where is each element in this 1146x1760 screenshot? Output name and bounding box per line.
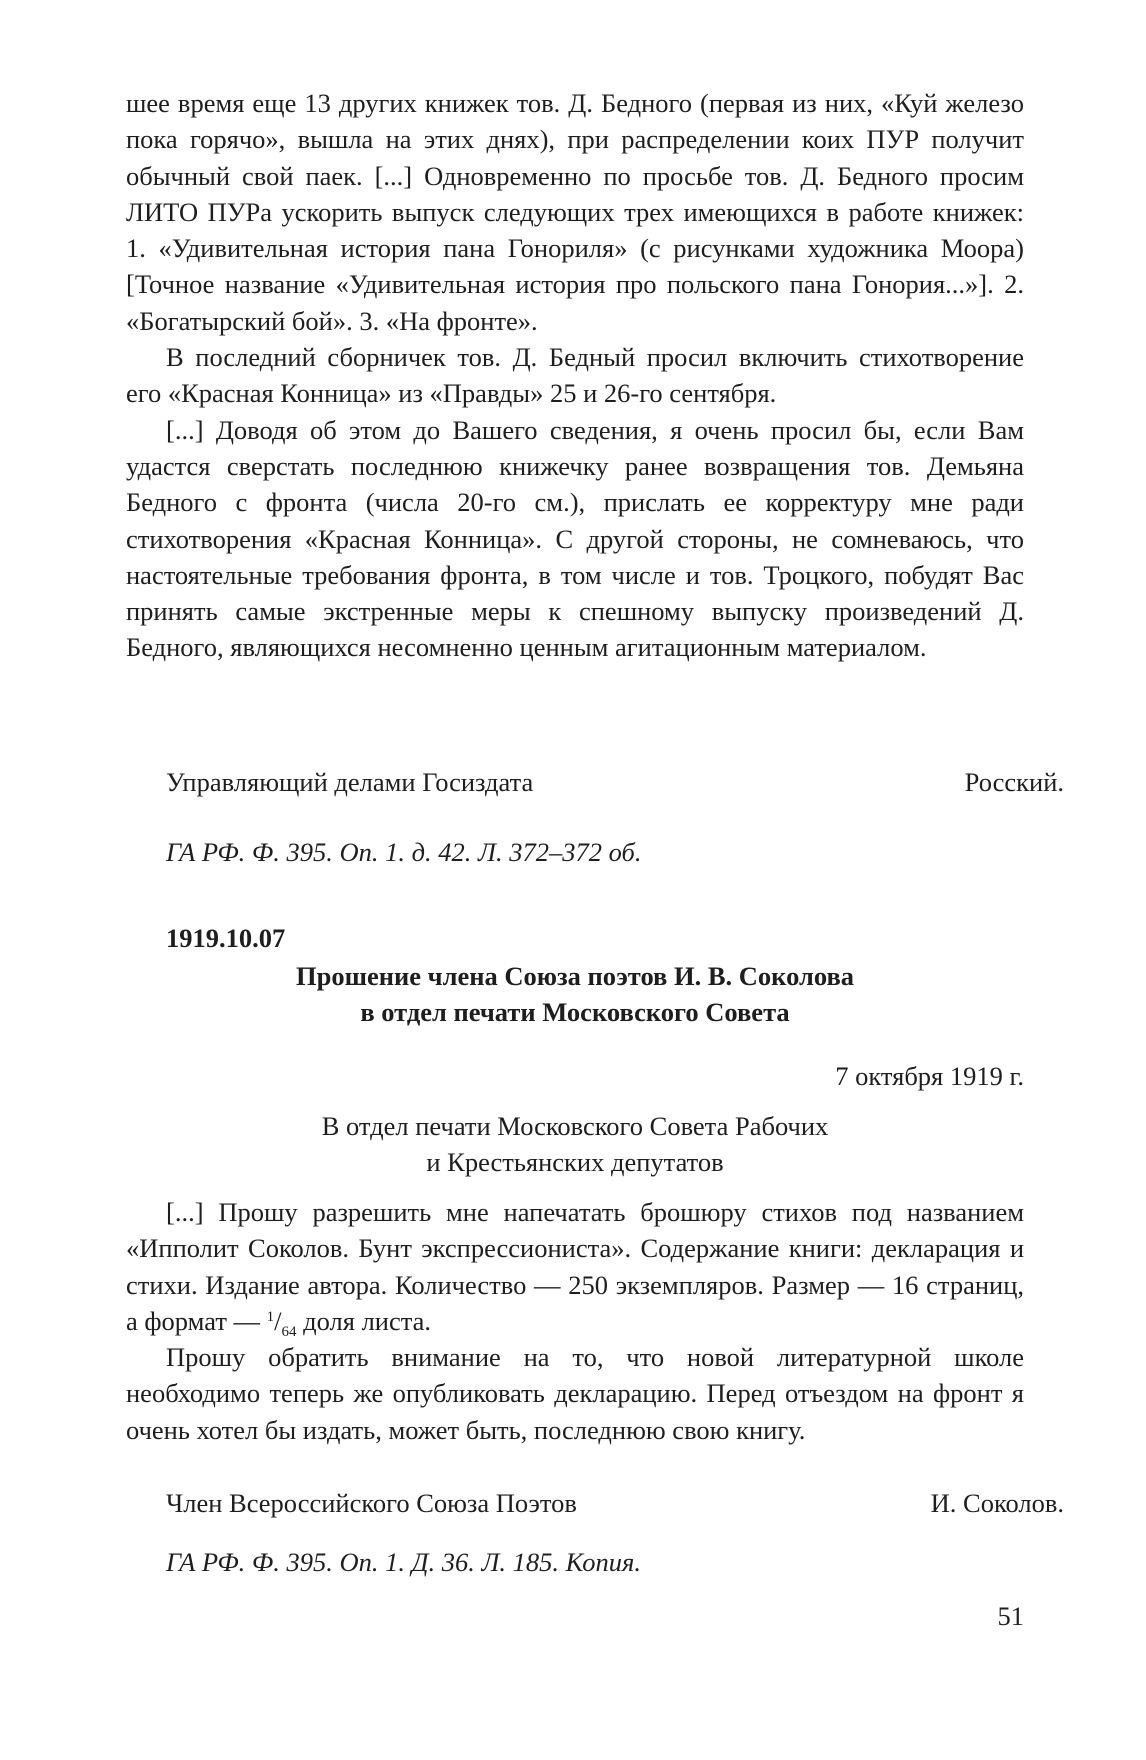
document-title — [126, 958, 1024, 1031]
signature-name: Росский. — [964, 767, 1064, 797]
petition-paragraph-1 — [126, 1194, 1024, 1339]
petition-paragraph-1-text: [...] Прошу разрешить мне напечатать брошюру стихов под названием «Ипполит Соколов. Бунт экспрессиониста». Содержание книги: декларация и стихи. Издание автора. Количество — 250 экземпляров. Размер — 16 страниц, а формат — — [126, 1197, 1024, 1336]
petition-archive-source: ГА РФ. Ф. 395. Оп. 1. Д. 36. Л. 185. Копия. — [166, 1547, 641, 1577]
signature-role: Член Всероссийского Союза Поэтов — [166, 1488, 577, 1518]
letter-continuation — [126, 85, 1024, 666]
fraction-numerator: 1 — [266, 1308, 275, 1325]
signature-role: Управляющий делами Госиздата — [166, 767, 534, 797]
petition-body — [126, 1194, 1024, 1448]
document-title-line-1: Прошение члена Союза поэтов И. В. Соколова — [295, 961, 855, 991]
letter-paragraph-1: шее время еще 13 других книжек тов. Д. Бедного (первая из них, «Куй железо пока горячо», вышла на этих днях), при распределении коих ПУР получит обычный свой паек. [...] Одновременно по просьбе тов. Д. Бедного просим ЛИТО ПУРа ускорить выпуск следующих трех имеющихся в работе книжек: 1. «Удивительная история пана Гонориля» (с рисунками художника Моора) [Точное название «Удивительная история про польского пана Гонория...»]. 2. «Богатырский бой». 3. «На фронте». — [126, 88, 1024, 336]
document-title-line-2: в отдел печати Московского Совета — [360, 997, 790, 1028]
fraction-denominator: 64 — [281, 1323, 297, 1340]
letter-archive-source: ГА РФ. Ф. 395. Оп. 1. д. 42. Л. 372–372 об. — [166, 837, 642, 867]
signature-name: И. Соколов. — [930, 1488, 1064, 1518]
fraction-slash: / — [274, 1305, 282, 1336]
addressee-line-2: и Крестьянских депутатов — [426, 1147, 724, 1178]
addressee — [126, 1108, 1024, 1181]
document-code: 1919.10.07 — [166, 923, 286, 953]
letter-paragraph-2: В последний сборничек тов. Д. Бедный просил включить стихотворение его «Красная Конница» из «Правды» 25 и 26-го сентября. — [126, 342, 1024, 409]
document-date: 7 октября 1919 г. — [835, 1061, 1024, 1091]
page-number: 51 — [997, 1601, 1024, 1631]
petition-paragraph-1-tail: доля листа. — [303, 1305, 432, 1336]
letter-signature — [126, 764, 1064, 800]
letter-paragraph-3: [...] Доводя об этом до Вашего сведения, я очень просил бы, если Вам удастся сверстать последнюю книжечку ранее возвращения тов. Демьяна Бедного с фронта (числа 20-го см.), прислать ее корректуру мне ради стихотворения «Красная Конница». С другой стороны, не сомневаюсь, что настоятельные требования фронта, в том числе и тов. Троцкого, побудят Вас принять самые экстренные меры к спешному выпуску произведений Д. Бедного, являющихся несомненно ценным агитационным материалом. — [126, 414, 1024, 663]
petition-signature — [126, 1485, 1064, 1521]
petition-paragraph-2: Прошу обратить внимание на то, что новой литературной школе необходимо теперь же опубликовать декларацию. Перед отъездом на фронт я очень хотел бы издать, может быть, последнюю свою книгу. — [126, 1342, 1024, 1445]
addressee-line-1: В отдел печати Московского Совета Рабочих — [321, 1111, 829, 1141]
format-fraction — [266, 1305, 297, 1340]
